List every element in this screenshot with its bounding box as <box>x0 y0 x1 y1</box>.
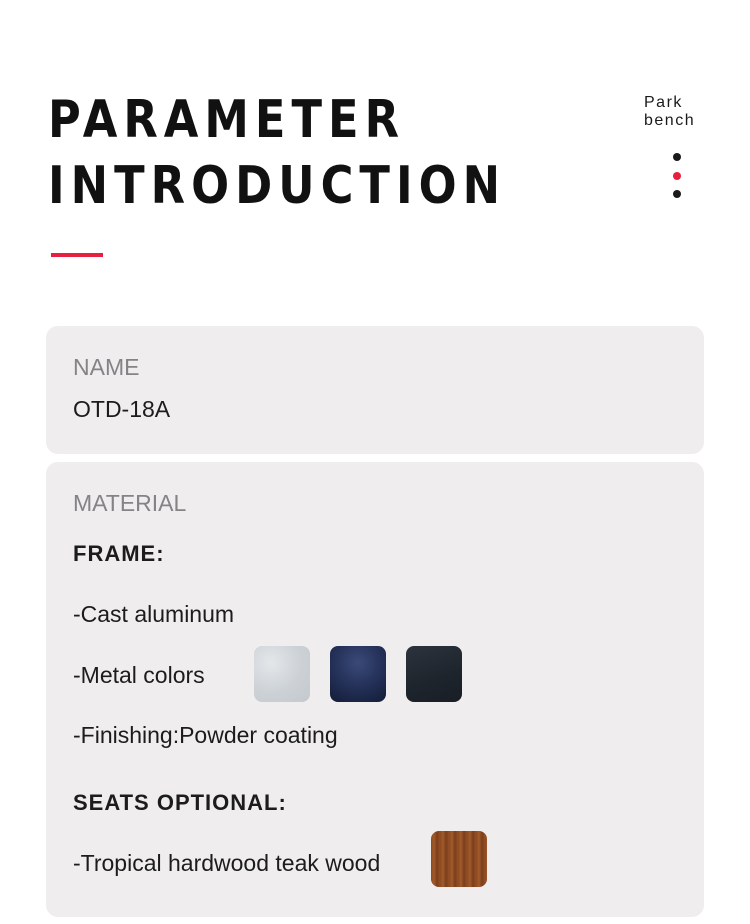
page-dot-3 <box>673 190 681 198</box>
navy-swatch <box>330 646 386 702</box>
title-line-2: INTRODUCTION <box>48 156 507 216</box>
subtitle <box>644 94 695 130</box>
subtitle-line-1: Park <box>644 94 683 111</box>
material-label: MATERIAL <box>73 490 187 516</box>
accent-underline <box>51 253 103 257</box>
name-value: OTD-18A <box>73 396 171 422</box>
metal-colors-label: -Metal colors <box>73 662 205 688</box>
subtitle-line-2: bench <box>644 112 696 129</box>
finishing-text: -Finishing:Powder coating <box>73 722 338 748</box>
seat-option: -Tropical hardwood teak wood <box>73 850 381 876</box>
name-label: NAME <box>73 354 140 380</box>
material-card <box>46 462 704 917</box>
silver-swatch <box>254 646 310 702</box>
name-card <box>46 326 704 454</box>
seats-heading: SEATS OPTIONAL: <box>73 790 287 815</box>
frame-material: -Cast aluminum <box>73 601 235 627</box>
page-dot-1 <box>673 153 681 161</box>
dark-gray-swatch <box>406 646 462 702</box>
frame-heading: FRAME: <box>73 541 165 566</box>
page-dot-2-active <box>673 172 681 180</box>
title-line-1: PARAMETER <box>48 90 406 150</box>
teak-wood-swatch <box>431 831 487 887</box>
